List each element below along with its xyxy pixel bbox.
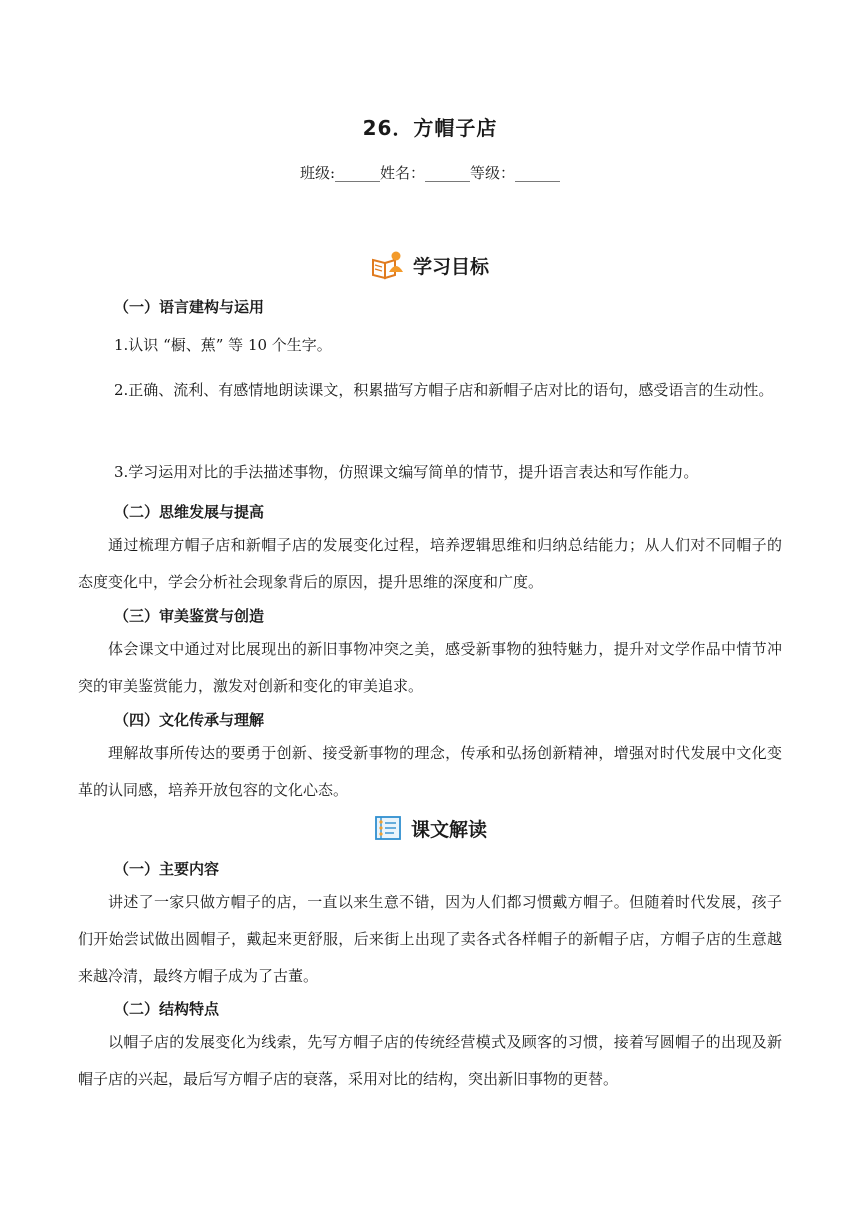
paragraph: 通过梳理方帽子店和新帽子店的发展变化过程，培养逻辑思维和归纳总结能力；从人们对不同帽子的态度变化中，学会分析社会现象背后的原因，提升思维的深度和广度。 [78, 536, 782, 591]
subheading-thinking: （二）思维发展与提高 [114, 503, 265, 521]
reading-person-icon [371, 250, 405, 280]
document-title: 26．方帽子店 [362, 116, 498, 140]
section-heading-text: 课文解读 [410, 818, 487, 841]
paragraph: 讲述了一家只做方帽子的店，一直以来生意不错，因为人们都习惯戴方帽子。但随着时代发展，孩子们开始尝试做出圆帽子，戴起来更舒服，后来街上出现了卖各式各样帽子的新帽子店，方帽子店的生意越来越冷清，最终方帽子成为了古董。 [78, 893, 782, 985]
student-info-line: 班级:______姓名：______等级：______ [299, 164, 561, 182]
paragraph: 理解故事所传达的要勇于创新、接受新事物的理念，传承和弘扬创新精神，增强对时代发展中文化变革的认同感，培养开放包容的文化心态。 [78, 744, 782, 799]
subheading-aesthetics: （三）审美鉴赏与创造 [114, 607, 265, 625]
paragraph: 2.正确、流利、有感情地朗读课文，积累描写方帽子店和新帽子店对比的语句，感受语言的生动性。 [114, 381, 774, 399]
subheading-main-content: （一）主要内容 [114, 860, 220, 878]
paragraph: 1.认识 “橱、蕉” 等 10 个生字。 [114, 336, 332, 354]
notebook-icon [373, 814, 403, 842]
paragraph: 3.学习运用对比的手法描述事物，仿照课文编写简单的情节，提升语言表达和写作能力。 [114, 463, 699, 481]
paragraph: 体会课文中通过对比展现出的新旧事物冲突之美，感受新事物的独特魅力，提升对文学作品中情节冲突的审美鉴赏能力，激发对创新和变化的审美追求。 [78, 640, 782, 695]
paragraph: 以帽子店的发展变化为线索，先写方帽子店的传统经营模式及顾客的习惯，接着写圆帽子的出现及新帽子店的兴起，最后写方帽子店的衰落，采用对比的结构，突出新旧事物的更替。 [78, 1033, 782, 1088]
section-heading-text: 学习目标 [412, 255, 489, 278]
section-heading-learning-goals [78, 250, 782, 280]
subheading-language: （一）语言建构与运用 [114, 298, 265, 316]
subheading-structure: （二）结构特点 [114, 1000, 220, 1018]
section-heading-text-analysis [78, 814, 782, 842]
subheading-culture: （四）文化传承与理解 [114, 711, 265, 729]
